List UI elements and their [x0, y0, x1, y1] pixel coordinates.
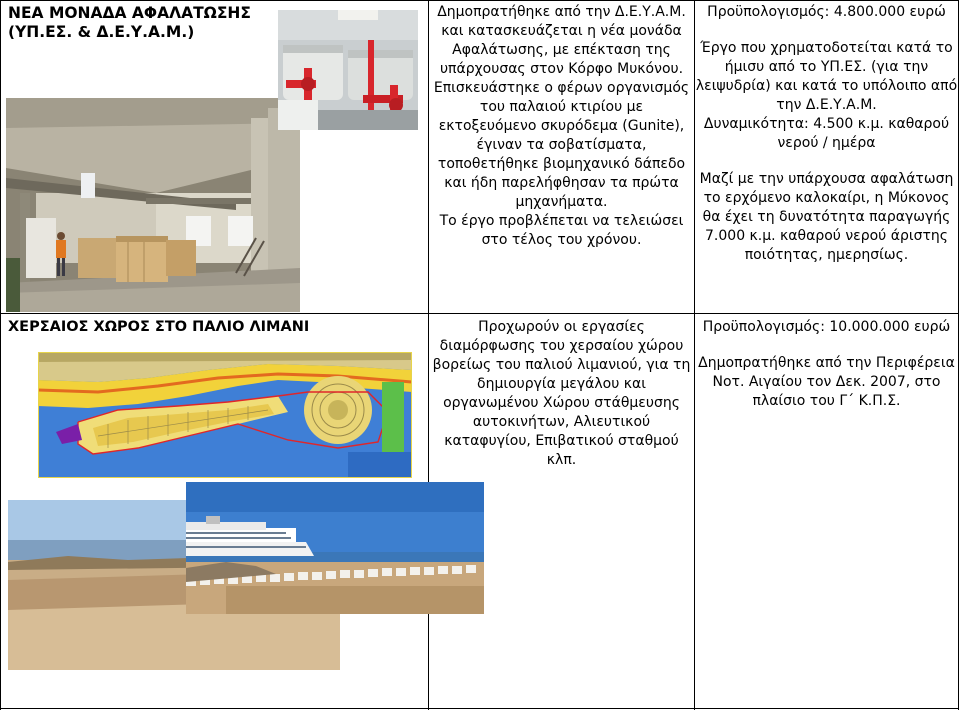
desalination-funding-line: λειψυδρία) και κατά το υπόλοιπο από: [695, 78, 958, 94]
desalination-title-cell: [8, 4, 278, 42]
harbor-description-line: διαμόρφωσης του χερσαίου χώρου: [439, 338, 684, 354]
desalination-description-line: Αφαλάτωσης, με επέκταση της: [452, 42, 671, 58]
desalination-outlook-line: το ερχόμενο καλοκαίρι, η Μύκονος: [703, 190, 950, 206]
harbor-description-line: αυτοκινήτων, Αλιευτικού: [472, 414, 651, 430]
harbor-description-line: δημιουργία μεγάλου και: [477, 376, 646, 392]
table-border-right: [958, 0, 959, 710]
desalination-description-line: εκτοξευόμενο σκυρόδεμα (Gunite),: [438, 118, 685, 134]
desalination-description-line: και κατασκευάζεται η νέα μονάδα: [441, 23, 682, 39]
table-border-left: [0, 0, 1, 710]
harbor-budget-cell: [695, 318, 958, 411]
desalination-funding-line: την Δ.Ε.Υ.Α.Μ.: [776, 97, 877, 113]
harbor-tender-line: πλαίσιο του Γ΄ Κ.Π.Σ.: [752, 393, 901, 409]
desalination-description-line: Επισκευάστηκε ο φέρων οργανισμός: [433, 80, 690, 96]
harbor-title: ΧΕΡΣΑΙΟΣ ΧΩΡΟΣ ΣΤΟ ΠΑΛΙΟ ΛΙΜΑΝΙ: [8, 319, 310, 335]
desalination-outlook-line: Μαζί με την υπάρχουσα αφαλάτωση: [699, 171, 954, 187]
harbor-plan-map: [38, 352, 412, 478]
harbor-description-cell: [429, 318, 694, 470]
desalination-budget: Προϋπολογισμός: 4.800.000 ευρώ: [707, 4, 946, 20]
desalination-funding-line: Έργο που χρηματοδοτείται κατά το: [700, 40, 953, 56]
desalination-description-line: υπάρχουσας στον Κόρφο Μυκόνου.: [439, 61, 684, 77]
harbor-description-line: Προχωρούν οι εργασίες: [478, 319, 645, 335]
desalination-description-line: στο τέλος του χρόνου.: [481, 232, 642, 248]
desalination-title: ΝΕΑ ΜΟΝΑΔΑ ΑΦΑΛΑΤΩΣΗΣ (ΥΠ.ΕΣ. & Δ.Ε.Υ.Α.Μ.): [8, 4, 251, 41]
harbor-description-line: καταφυγίου, Επιβατικού σταθμού: [444, 433, 679, 449]
table-border-bottom: [0, 708, 959, 709]
desalination-funding-line: νερού / ημέρα: [777, 135, 876, 151]
harbor-description-line: βορείως του παλιού λιμανιού, για τη: [432, 357, 691, 373]
harbor-cruise-ship-photo: [186, 482, 484, 614]
desalination-description-line: τοποθετήθηκε βιομηχανικό δάπεδο: [437, 156, 686, 172]
table-border-top: [0, 0, 959, 1]
desalination-budget-cell: [695, 3, 958, 265]
desalination-description-line: Δημοπρατήθηκε από την Δ.Ε.Υ.Α.Μ.: [437, 4, 686, 20]
harbor-description-line: οργανωμένου Χώρου στάθμευσης: [443, 395, 680, 411]
desalination-funding-line: Δυναμικότητα: 4.500 κ.μ. καθαρού: [703, 116, 950, 132]
harbor-tender-line: Νοτ. Αιγαίου τον Δεκ. 2007, στο: [712, 374, 941, 390]
desalination-description-line: Το έργο προβλέπεται να τελειώσει: [439, 213, 684, 229]
harbor-description-line: κλπ.: [546, 452, 577, 468]
desalination-description-line: έγιναν τα σοβατίσματα,: [476, 137, 647, 153]
harbor-tender-line: Δημοπρατήθηκε από την Περιφέρεια: [698, 355, 955, 371]
desalination-interior-photo: [6, 98, 300, 312]
desalination-outlook-line: ποιότητας, ημερησίως.: [744, 247, 909, 263]
desalination-outlook-line: θα έχει τη δυνατότητα παραγωγής: [702, 209, 951, 225]
desalination-description-line: του παλαιού κτιρίου με: [479, 99, 644, 115]
desalination-funding-line: ήμισυ από το ΥΠ.ΕΣ. (για την: [724, 59, 929, 75]
desalination-description-line: και ήδη παρελήφθησαν τα πρώτα: [444, 175, 679, 191]
desalination-description-line: μηχανήματα.: [515, 194, 608, 210]
harbor-title-cell: [8, 318, 423, 337]
harbor-budget: Προϋπολογισμός: 10.000.000 ευρώ: [702, 319, 951, 335]
desalination-outlook-line: 7.000 κ.μ. καθαρού νερού άριστης: [705, 228, 948, 244]
desalination-description-cell: [429, 3, 694, 250]
row-divider: [0, 313, 959, 314]
desalination-tanks-photo: [278, 10, 418, 130]
